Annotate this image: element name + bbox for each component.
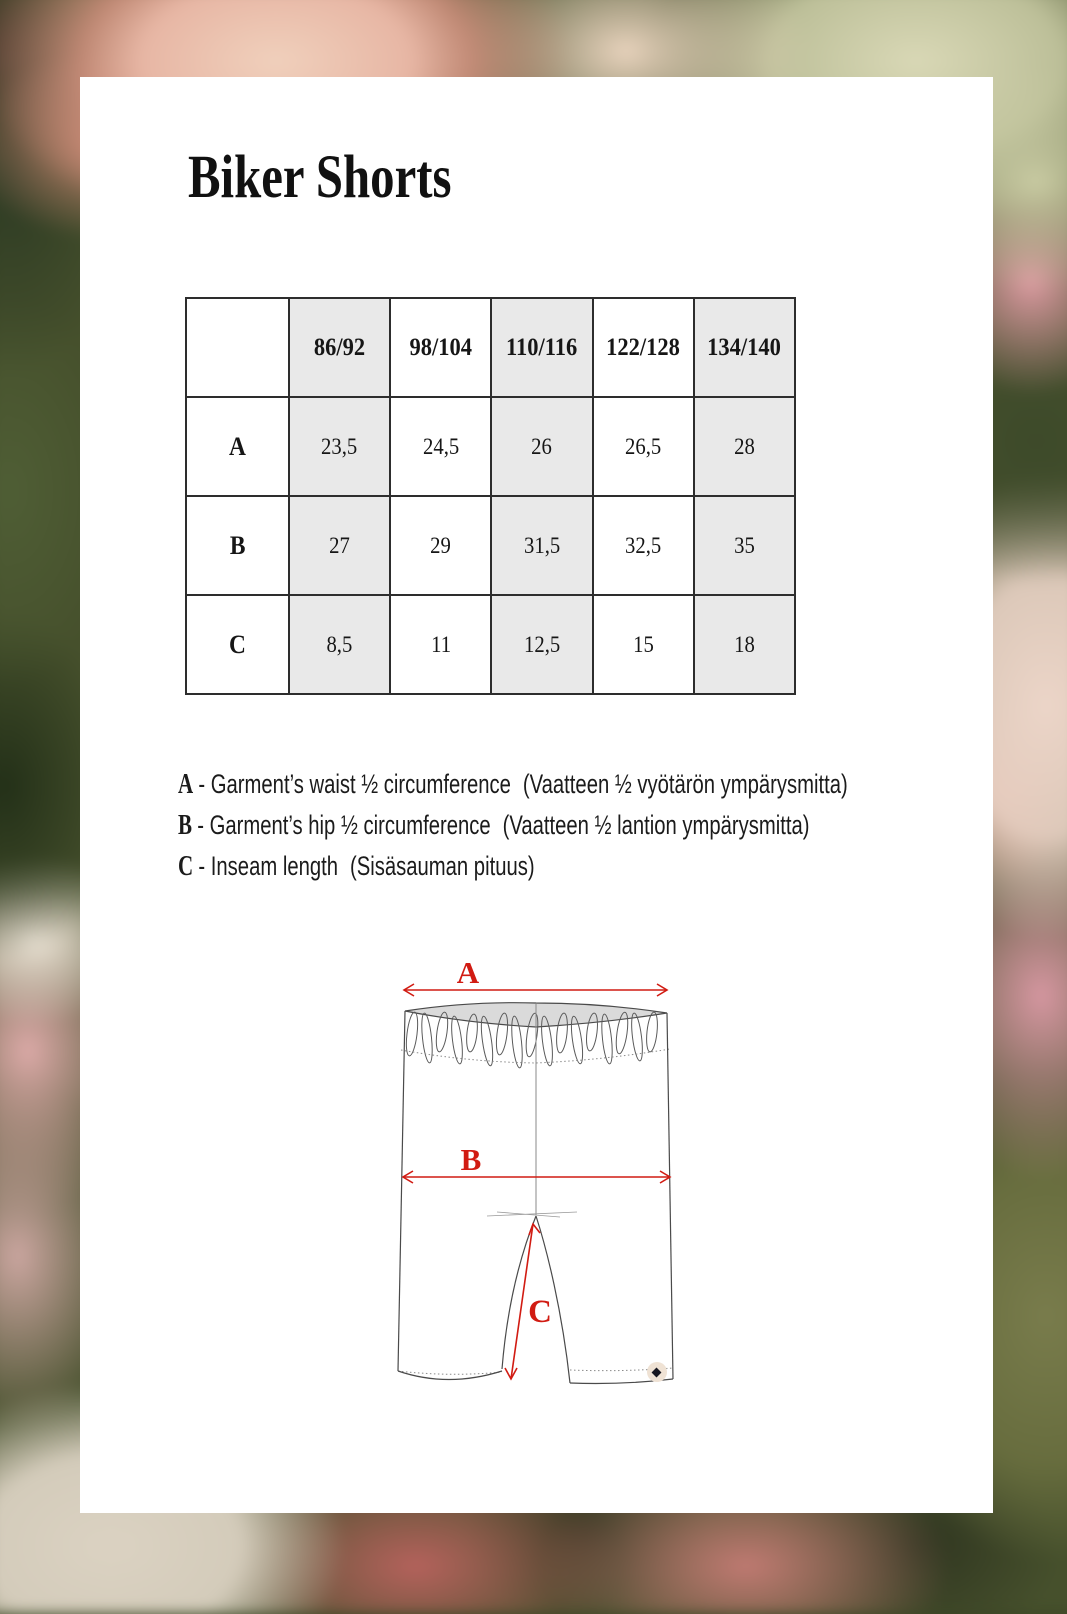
legend-line-c — [178, 846, 928, 887]
legend-text-fi: (Vaatteen ½ vyötärön ympärysmitta) — [522, 769, 848, 799]
size-cell: 23,5 — [289, 397, 390, 496]
size-cell: 35 — [694, 496, 795, 595]
diagram-label-b: B — [460, 1142, 482, 1177]
left-side-seam — [398, 1011, 405, 1371]
diagram-label-a: A — [456, 955, 480, 990]
size-cell: 28 — [694, 397, 795, 496]
legend-text-en: - Garment’s hip ½ circumference — [197, 810, 491, 840]
row-label: B — [186, 496, 289, 595]
crotch-mark — [487, 1212, 577, 1217]
size-cell: 27 — [289, 496, 390, 595]
size-cell: 32,5 — [593, 496, 694, 595]
legend-letter: B — [178, 810, 193, 841]
page-title: Biker Shorts — [188, 144, 452, 211]
size-cell: 29 — [390, 496, 491, 595]
legend-text-fi: (Sisäsauman pituus) — [350, 851, 535, 881]
legend-text-en: - Garment’s waist ½ circumference — [198, 769, 511, 799]
size-table — [185, 297, 796, 695]
row-label: C — [186, 595, 289, 694]
table-corner-cell — [186, 298, 289, 397]
column-header: 122/128 — [593, 298, 694, 397]
size-cell: 31,5 — [491, 496, 592, 595]
column-header: 98/104 — [390, 298, 491, 397]
column-header: 86/92 — [289, 298, 390, 397]
column-header: 110/116 — [491, 298, 592, 397]
shorts-measurement-diagram — [390, 935, 685, 1400]
legend-text-en: - Inseam length — [198, 851, 339, 881]
arrow-a — [404, 984, 667, 996]
legend-line-a — [178, 764, 928, 805]
legend-letter: A — [178, 769, 194, 800]
size-cell: 24,5 — [390, 397, 491, 496]
legend-text-fi: (Vaatteen ½ lantion ympärysmitta) — [502, 810, 810, 840]
row-label: A — [186, 397, 289, 496]
size-cell: 18 — [694, 595, 795, 694]
diagram-label-c: C — [528, 1294, 552, 1330]
column-header: 134/140 — [694, 298, 795, 397]
size-cell: 8,5 — [289, 595, 390, 694]
left-hem-stitch — [398, 1371, 502, 1374]
size-cell: 11 — [390, 595, 491, 694]
measurement-legend — [178, 764, 928, 887]
size-chart-card — [80, 77, 993, 1513]
left-hem-edge — [398, 1371, 502, 1380]
size-cell: 26,5 — [593, 397, 694, 496]
legend-line-b — [178, 805, 928, 846]
size-cell: 12,5 — [491, 595, 592, 694]
size-cell: 26 — [491, 397, 592, 496]
legend-letter: C — [178, 851, 194, 882]
size-cell: 15 — [593, 595, 694, 694]
right-side-seam — [667, 1013, 673, 1379]
